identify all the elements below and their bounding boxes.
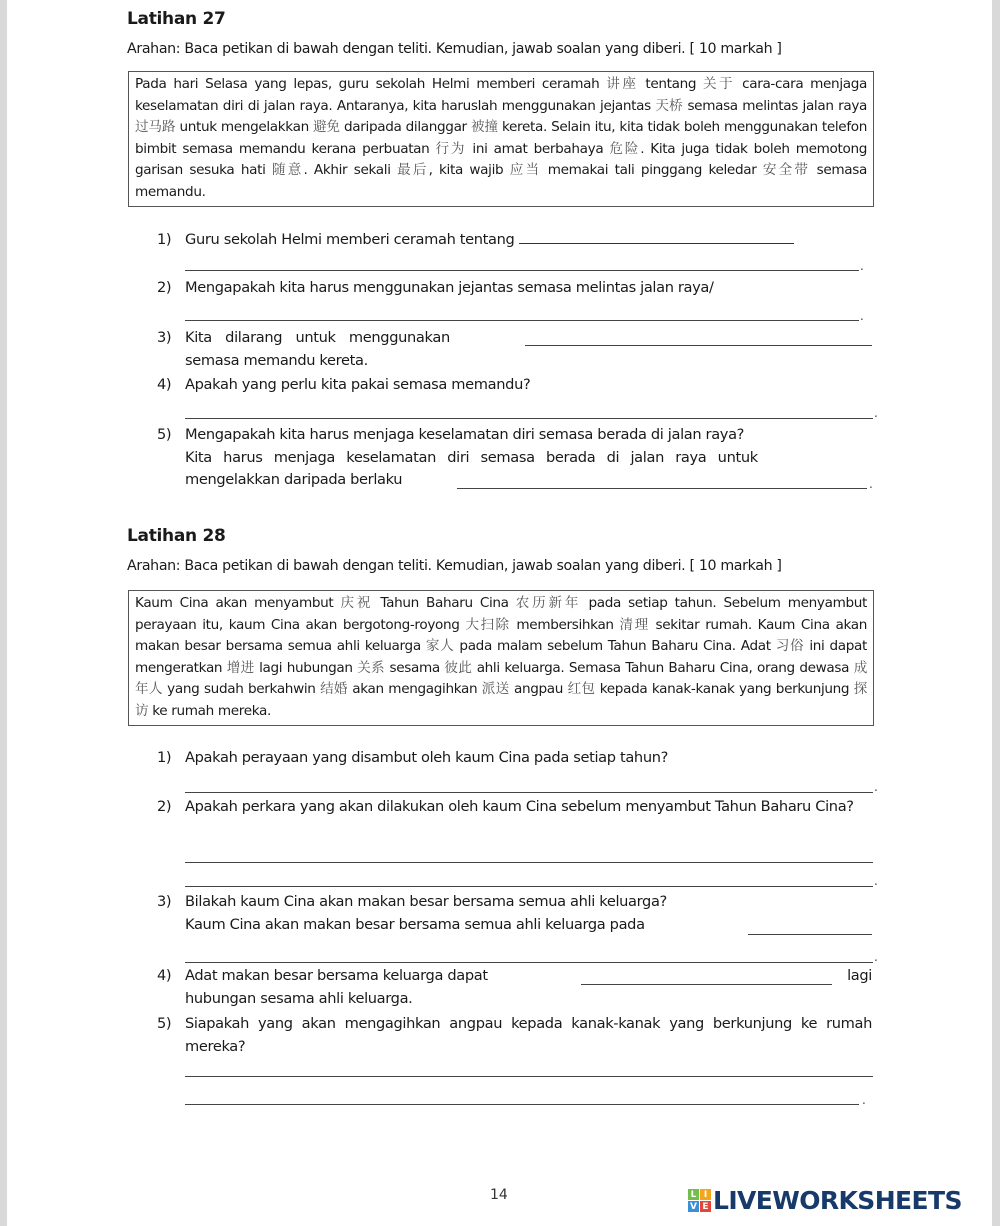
question-number: 1): [157, 749, 172, 766]
exercise-28-question-3: [157, 891, 872, 936]
logo-letter-v: V: [688, 1201, 699, 1212]
chinese-gloss: 彼此: [444, 659, 473, 676]
chinese-gloss: 过马路: [135, 119, 176, 135]
exercise-28-question-5: [157, 1013, 872, 1058]
exercise-27-question-4: [157, 374, 872, 397]
passage-text: cara-cara menjaga keselamatan diri di jalan raya. Antaranya, kita haruslah menggunakan jejantas: [135, 76, 867, 114]
logo-letter-i: I: [700, 1189, 711, 1200]
logo-letter-e: E: [700, 1201, 711, 1212]
exercise-27-instruction: Arahan: Baca petikan di bawah dengan teliti. Kemudian, jawab soalan yang diberi. [ 10 markah ]: [127, 41, 782, 57]
passage-text: ke rumah mereka.: [148, 702, 271, 719]
answer-blank[interactable]: [457, 488, 867, 489]
question-text: Bilakah kaum Cina akan makan besar bersama semua ahli keluarga?: [185, 893, 667, 910]
chinese-gloss: 应当: [509, 162, 542, 178]
passage-text: yang sudah berkahwin: [162, 681, 321, 697]
passage-text: sesama: [384, 659, 445, 676]
question-text-continued: mengelakkan daripada berlaku: [185, 471, 403, 488]
chinese-gloss: 关系: [357, 659, 385, 676]
passage-text: pada malam sebelum Tahun Baharu Cina. Adat: [454, 638, 776, 654]
question-number: 4): [157, 967, 172, 984]
chinese-gloss: 大扫除: [465, 616, 511, 633]
live-blocks-icon: [688, 1189, 711, 1212]
exercise-28-question-1: [157, 747, 872, 770]
answer-blank[interactable]: [748, 934, 872, 935]
question-number: 3): [157, 329, 172, 346]
passage-text: , kita wajib: [428, 162, 510, 178]
exercise-27-question-5: [157, 424, 872, 492]
chinese-gloss: 家人: [425, 638, 455, 654]
question-text-continued: Kaum Cina akan makan besar bersama semua ahli keluarga pada: [185, 915, 645, 933]
answer-line[interactable]: [185, 862, 873, 863]
exercise-27-question-1: [157, 229, 872, 252]
question-text: Apakah perayaan yang disambut oleh kaum Cina pada setiap tahun?: [185, 749, 669, 766]
exercise-27-passage: [128, 71, 874, 207]
liveworksheets-logo[interactable]: [688, 1186, 962, 1215]
chinese-gloss: 结婚: [320, 681, 348, 697]
passage-text: memakai tali pinggang keledar: [541, 162, 763, 178]
period-mark: .: [860, 259, 864, 273]
chinese-gloss: 清理: [619, 616, 650, 633]
passage-text: Tahun Baharu Cina: [373, 595, 516, 611]
page-number: 14: [490, 1187, 508, 1203]
passage-text: ini amat berbahaya: [466, 140, 610, 157]
passage-text: lagi hubungan: [254, 659, 358, 676]
answer-blank[interactable]: [519, 229, 794, 244]
question-text: Guru sekolah Helmi memberi ceramah tentang: [185, 231, 515, 248]
question-number: 4): [157, 376, 172, 393]
chinese-gloss: 关于: [703, 76, 736, 92]
chinese-gloss: 成年人: [135, 659, 867, 697]
passage-text: daripada dilanggar: [339, 119, 471, 135]
passage-text: Pada hari Selasa yang lepas, guru sekolah Helmi memberi ceramah: [135, 76, 607, 92]
question-text: Mengapakah kita harus menjaga keselamatan diri semasa berada di jalan raya?: [185, 426, 745, 443]
exercise-28-title: Latihan 28: [127, 526, 226, 546]
question-number: 1): [157, 231, 172, 248]
passage-text: untuk mengelakkan: [175, 119, 313, 135]
chinese-gloss: 最后: [397, 162, 429, 178]
answer-line[interactable]: [185, 962, 873, 963]
chinese-gloss: 危险: [609, 140, 641, 157]
answer-blank[interactable]: [525, 345, 872, 346]
passage-text: Kaum Cina akan menyambut: [135, 595, 341, 611]
question-text: Apakah yang perlu kita pakai semasa memandu?: [185, 376, 531, 393]
passage-text: kepada kanak-kanak yang berkunjung: [595, 681, 854, 697]
passage-text: . Akhir sekali: [303, 162, 398, 178]
passage-text: sekitar rumah. Kaum Cina akan makan besar bersama semua ahli keluarga: [135, 616, 868, 654]
question-text: Kita dilarang untuk menggunakan: [185, 329, 450, 346]
answer-line[interactable]: [185, 1104, 859, 1105]
question-text: Adat makan besar bersama keluarga dapat: [185, 967, 488, 984]
logo-letter-l: L: [688, 1189, 699, 1200]
answer-line[interactable]: [185, 418, 873, 419]
chinese-gloss: 随意: [271, 162, 304, 178]
chinese-gloss: 行为: [435, 140, 467, 157]
chinese-gloss: 避免: [313, 119, 340, 135]
period-mark: .: [874, 874, 878, 888]
passage-text: angpau: [509, 681, 568, 697]
passage-text: ahli keluarga. Semasa Tahun Baharu Cina, orang dewasa: [472, 659, 854, 676]
period-mark: .: [874, 950, 878, 964]
chinese-gloss: 增进: [226, 659, 255, 676]
question-text-continued: Kita harus menjaga keselamatan diri semasa berada di jalan raya untuk: [185, 448, 758, 466]
exercise-27-question-3: [157, 327, 872, 372]
exercise-27-question-2: [157, 277, 872, 300]
question-number: 2): [157, 798, 172, 815]
answer-line[interactable]: [185, 320, 859, 321]
period-mark: .: [862, 1093, 866, 1107]
passage-text: . Kita juga tidak boleh memotong garisan sesuka hati: [135, 140, 867, 178]
period-mark: .: [869, 477, 873, 491]
answer-line[interactable]: [185, 1076, 873, 1077]
answer-line[interactable]: [185, 792, 873, 793]
chinese-gloss: 习俗: [775, 638, 805, 654]
chinese-gloss: 探访: [135, 681, 867, 719]
exercise-27-title: Latihan 27: [127, 9, 226, 29]
chinese-gloss: 庆祝: [340, 595, 374, 611]
exercise-28-instruction: Arahan: Baca petikan di bawah dengan teliti. Kemudian, jawab soalan yang diberi. [ 10 markah ]: [127, 558, 782, 574]
passage-text: membersihkan: [510, 616, 620, 633]
question-text: Apakah perkara yang akan dilakukan oleh kaum Cina sebelum menyambut Tahun Baharu Cina?: [185, 798, 854, 815]
logo-text: LIVEWORKSHEETS: [713, 1186, 962, 1215]
question-text-continued: semasa memandu kereta.: [185, 351, 368, 369]
question-number: 5): [157, 426, 172, 443]
chinese-gloss: 讲座: [606, 76, 639, 92]
passage-text: semasa memandu.: [135, 162, 867, 200]
passage-text: ini dapat mengeratkan: [135, 638, 867, 676]
answer-line[interactable]: [185, 270, 859, 271]
period-mark: .: [874, 780, 878, 794]
answer-blank[interactable]: [581, 984, 832, 985]
passage-text: tentang: [638, 76, 703, 92]
chinese-gloss: 安全带: [762, 162, 811, 178]
passage-text: kereta. Selain itu, kita tidak boleh menggunakan telefon bimbit semasa memandu kerana perbuatan: [135, 119, 867, 157]
exercise-28-passage: [128, 590, 874, 726]
question-number: 2): [157, 279, 172, 296]
chinese-gloss: 被撞: [470, 119, 498, 135]
exercise-28-question-2: [157, 796, 872, 819]
question-number: 3): [157, 893, 172, 910]
question-text-continued: hubungan sesama ahli keluarga.: [185, 989, 413, 1007]
question-number: 5): [157, 1015, 172, 1032]
passage-text: akan mengagihkan: [347, 681, 482, 697]
passage-text: pada setiap tahun. Sebelum menyambut perayaan itu, kaum Cina akan bergotong-royong: [135, 595, 867, 633]
period-mark: .: [860, 309, 864, 323]
chinese-gloss: 农历新年: [515, 595, 582, 611]
question-text: Siapakah yang akan mengagihkan angpau kepada kanak-kanak yang berkunjung ke rumah mereka?: [185, 1015, 872, 1055]
answer-line[interactable]: [185, 886, 873, 887]
chinese-gloss: 天桥: [655, 97, 683, 114]
chinese-gloss: 红包: [567, 681, 596, 697]
chinese-gloss: 派送: [481, 681, 510, 697]
passage-text: semasa melintas jalan raya: [682, 97, 867, 114]
question-text: Mengapakah kita harus menggunakan jejantas semasa melintas jalan raya/: [185, 279, 714, 296]
question-text-after-blank: lagi: [847, 967, 872, 984]
period-mark: .: [874, 406, 878, 420]
exercise-28-question-4: [157, 965, 872, 1010]
